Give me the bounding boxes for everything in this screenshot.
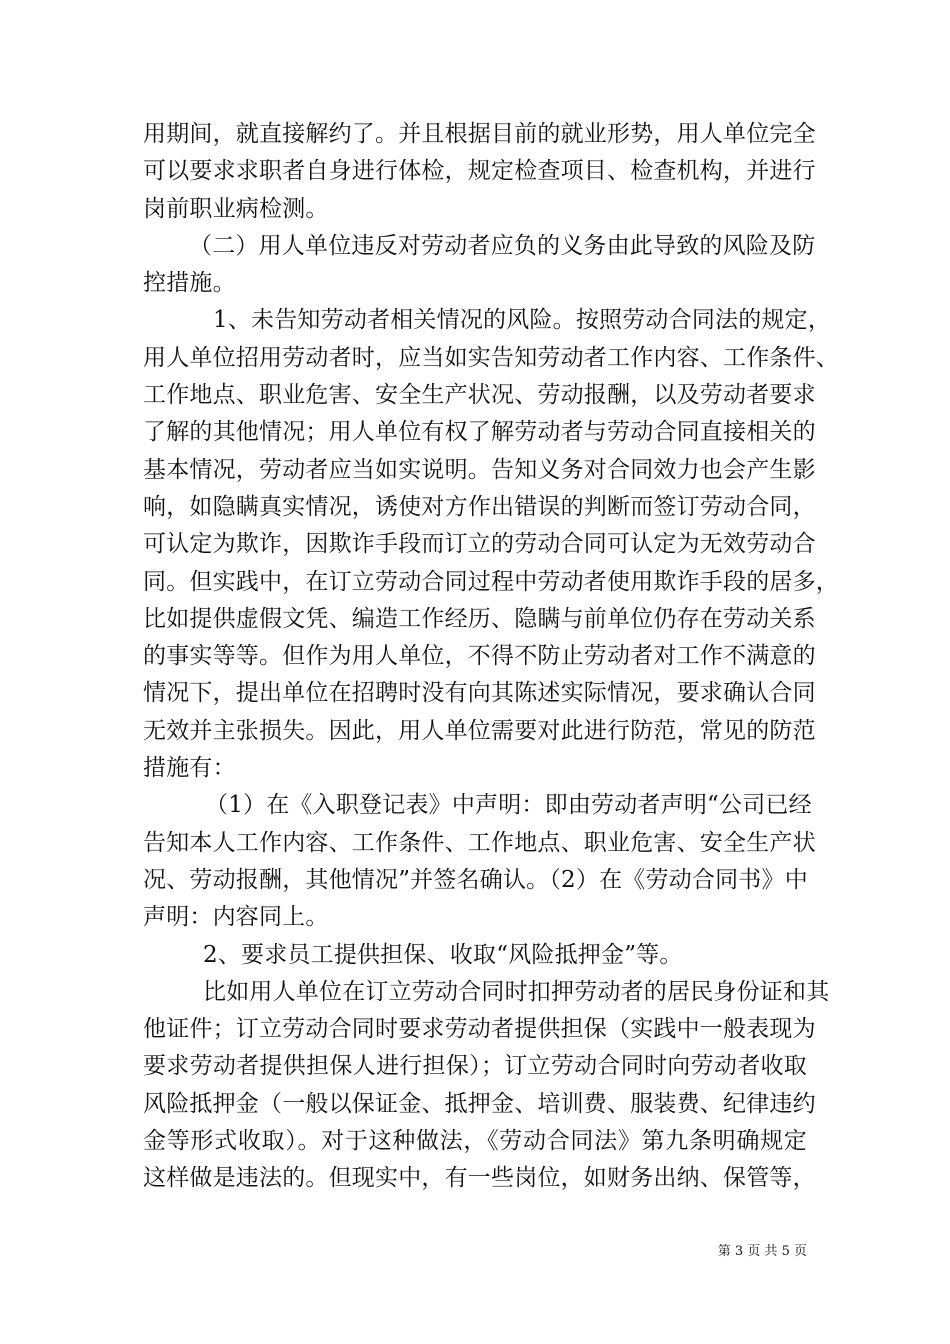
text-line: 的事实等等。但作为用人单位，不得不防止劳动者对工作不满意的 — [143, 643, 816, 670]
document-body — [143, 116, 839, 1198]
text-line: 情况下，提出单位在招聘时没有向其陈述实际情况，要求确认合同 — [143, 680, 816, 707]
text-line: 况、劳动报酬，其他情况”并签名确认。（2）在《劳动合同书》中 — [143, 866, 808, 893]
text-line: 比如提供虚假文凭、编造工作经历、隐瞒与前单位仍存在劳动关系 — [143, 605, 816, 632]
text-line: 基本情况，劳动者应当如实说明。告知义务对合同效力也会产生影 — [143, 456, 816, 483]
text-line: 用期间，就直接解约了。并且根据目前的就业形势，用人单位完全 — [143, 121, 816, 147]
text-line: 可以要求求职者自身进行体检，规定检查项目、检查机构，并进行 — [143, 158, 816, 185]
paragraph-first-line: （1）在《入职登记表》中声明：即由劳动者声明“公司已经 — [205, 792, 812, 819]
paragraph-first-line: 2、要求员工提供担保、收取“风险抵押金”等。 — [203, 941, 683, 968]
page-number: 第 3 页 共 5 页 — [717, 1244, 807, 1259]
text-line: 要求劳动者提供担保人进行担保）；订立劳动合同时向劳动者收取 — [143, 1053, 807, 1080]
text-line: 岗前职业病检测。 — [143, 195, 329, 222]
text-line: 响，如隐瞒真实情况，诱使对方作出错误的判断而签订劳动合同， — [143, 493, 816, 520]
text-line: 告知本人工作内容、工作条件、工作地点、职业危害、安全生产状 — [143, 829, 816, 856]
text-line: 同。但实践中，在订立劳动合同过程中劳动者使用欺诈手段的居多， — [143, 568, 839, 595]
text-line: 措施有： — [143, 755, 236, 782]
text-line: 风险抵押金（一般以保证金、抵押金、培训费、服装费、纪律违约 — [143, 1090, 816, 1117]
section-heading-line: （二）用人单位违反对劳动者应负的义务由此导致的风险及防 — [189, 232, 816, 259]
text-line: 用人单位招用劳动者时，应当如实告知劳动者工作内容、工作条件、 — [143, 344, 839, 371]
text-line: 可认定为欺诈，因欺诈手段而订立的劳动合同可认定为无效劳动合 — [143, 531, 816, 558]
text-line: 金等形式收取）。对于这种做法，《劳动合同法》第九条明确规定 — [143, 1128, 807, 1155]
text-line: 这样做是违法的。但现实中，有一些岗位，如财务出纳、保管等， — [143, 1165, 816, 1192]
text-line: 了解的其他情况；用人单位有权了解劳动者与劳动合同直接相关的 — [143, 419, 816, 446]
text-line: 声明：内容同上。 — [143, 904, 329, 931]
paragraph-first-line: 1、未告知劳动者相关情况的风险。按照劳动合同法的规定， — [213, 307, 832, 334]
text-line: 无效并主张损失。因此，用人单位需要对此进行防范，常见的防范 — [143, 717, 816, 744]
text-line: 他证件；订立劳动合同时要求劳动者提供担保（实践中一般表现为 — [143, 1016, 816, 1043]
section-heading-line: 控措施。 — [143, 270, 236, 297]
text-line: 工作地点、职业危害、安全生产状况、劳动报酬，以及劳动者要求 — [143, 382, 816, 409]
paragraph-first-line: 比如用人单位在订立劳动合同时扣押劳动者的居民身份证和其 — [203, 978, 830, 1005]
